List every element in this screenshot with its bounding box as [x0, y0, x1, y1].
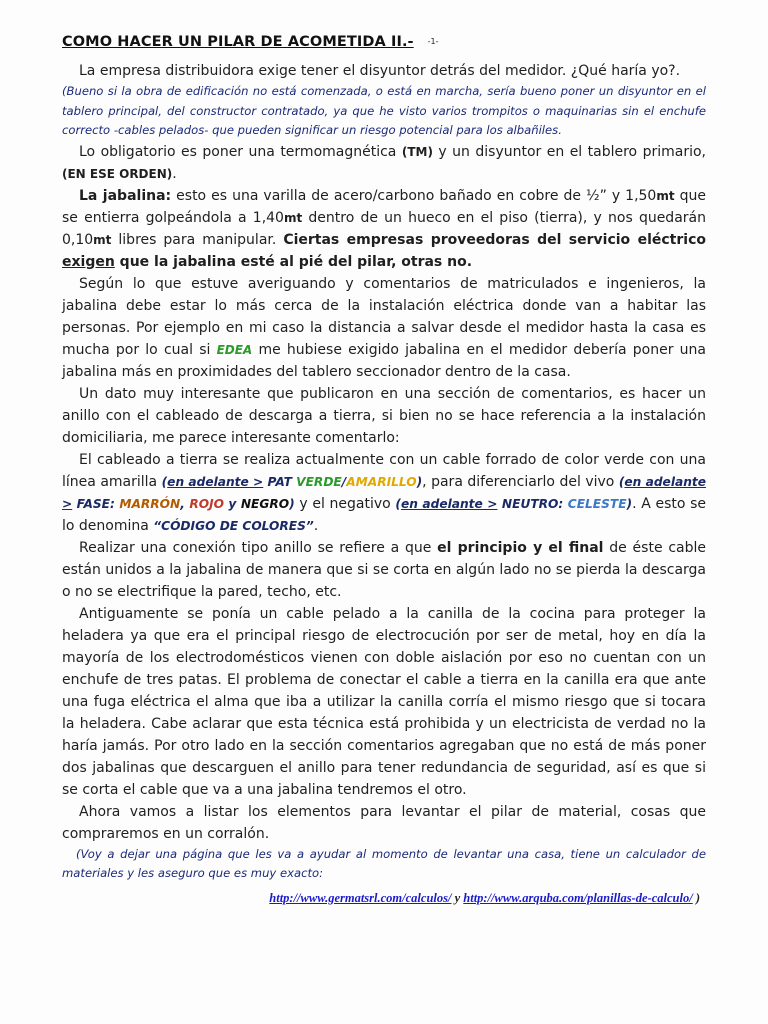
text-segment: El cableado a tierra se realiza actualmente con un cable forrado de color verde con una línea amarilla — [62, 451, 706, 490]
celeste-label: CELESTE — [567, 496, 627, 511]
paragraph-intro — [62, 60, 706, 82]
text-segment: de éste cable están unidos a la jabalina de manera que si se corta en algún lado no se pierda la descarga o no se electrifique la pared, techo, etc. — [62, 539, 706, 600]
negro-label: NEGRO — [240, 496, 290, 511]
unit-mt: mt — [656, 188, 675, 203]
order-label: (EN ESE ORDEN) — [62, 166, 173, 181]
text-segment: esto es una varilla de acero/carbono bañado en cobre de ½” y 1,50 — [171, 187, 657, 204]
paren: ( — [161, 474, 168, 489]
pat-label: PAT — [263, 474, 297, 489]
bold-statement: Ciertas empresas proveedoras del servicio eléctrico — [283, 231, 706, 248]
note-end: . — [558, 123, 562, 137]
y-connector: y — [223, 496, 241, 511]
edea-company: EDEA — [216, 342, 253, 357]
note-disyuntor — [62, 82, 706, 141]
paren: ) — [416, 474, 423, 489]
text-segment: . — [172, 165, 177, 182]
link-germatsrl[interactable]: http://www.germatsrl.com/calculos/ — [269, 890, 452, 905]
unit-mt: mt — [283, 210, 303, 225]
slash: / — [341, 474, 347, 489]
note-text: (Bueno si la obra de edificación no está comenzada, o está en marcha, sería bueno poner un disyuntor en el tablero principal, del constructor contratado, ya que he visto varios trompitos o maquinarias sin el enchufe correcto -cables pelados- que pueden significar un riesgo potencial para los albañiles — [62, 84, 706, 137]
text-segment: que se entierra golpeándola a 1,40 — [62, 187, 706, 226]
note-colon: : — [319, 866, 323, 880]
link-joiner: y — [451, 890, 464, 905]
paragraph-anillo — [62, 537, 706, 603]
paragraph-dato — [62, 383, 706, 449]
tm-label: (TM) — [401, 144, 433, 159]
header — [62, 34, 706, 50]
paragraph-cableado — [62, 449, 706, 537]
en-adelante: en adelante > — [400, 496, 498, 511]
paren: ( — [618, 474, 625, 489]
paragraph-text: Un dato muy interesante que publicaron en una sección de comentarios, es hacer un anillo con el cableado de descarga a tierra, si bien no se hace referencia a la instalación domiciliaria, me parece interesante comentarlo: — [62, 385, 706, 446]
text-segment: y un disyuntor en el tablero primario, — [432, 143, 706, 160]
text-segment: y el negativo — [294, 495, 396, 512]
paragraph-text: La empresa distribuidora exige tener el disyuntor detrás del medidor. ¿Qué haría yo?. — [79, 63, 681, 79]
paragraph-text: Ahora vamos a listar los elementos para levantar el pilar de material, cosas que compraremos en un corralón. — [62, 803, 706, 842]
neutro-color-tag — [395, 497, 632, 511]
note-text: (Voy a dejar una página que les va a ayudar al momento de levantar una casa, tiene un calculador de materiales y les aseguro que es muy exacto — [62, 846, 706, 880]
en-adelante: en adelante > — [167, 474, 264, 489]
page-number: -1- — [427, 37, 439, 46]
paragraph-obligatorio — [62, 141, 706, 185]
text-segment: Realizar una conexión tipo anillo se refiere a que — [79, 539, 438, 556]
paragraph-text: Antiguamente se ponía un cable pelado a la canilla de la cocina para proteger la heladera ya que era el principal riesgo de electrocución por ser de metal, hoy en día la mayoría de los electrodomésticos vienen con doble aislación por eso no cuentan con un enchufe de tres patas. El problema de conectar el cable a tierra en la canilla era que ante una fuga eléctrica el alma que iba a utilizar la canilla corría el mismo riesgo que si tocara la heladera. Cabe aclarar que esta técnica está prohibida y un electricista de verdad no la haría jamás. Por otro lado en la sección comentarios agregaban que no está de más poner dos jabalinas que descarguen el anillo para tener redundancia de seguridad, así es que si se corta el cable que va a una jabalina tendremos el otro. — [62, 605, 706, 798]
text-segment: , para diferenciarlo del vivo — [422, 473, 619, 490]
page-title: COMO HACER UN PILAR DE ACOMETIDA II.- — [62, 34, 414, 50]
principio-final: el principio y el final — [437, 539, 604, 556]
note-calculador — [62, 845, 706, 884]
paren: ( — [395, 496, 401, 511]
text-segment: libres para manipular. — [111, 231, 284, 248]
text-segment: Lo obligatorio es poner una termomagnética — [79, 143, 402, 160]
jabalina-label: La jabalina: — [79, 187, 172, 204]
comma: , — [180, 496, 190, 511]
verde-label: VERDE — [296, 474, 342, 489]
link-close: ) — [692, 890, 700, 905]
text-segment: dentro de un hueco en el piso (tierra), y nos quedarán 0,10 — [62, 209, 706, 248]
text-segment: Según lo que estuve averiguando y comentarios de matriculados e ingenieros, la jabalina debe estar lo más cerca de la instalación eléctrica donde van a habitar las personas. Por ejemplo en mi caso la distancia a salvar desde el medidor hasta la casa es mucha por lo cual si — [62, 275, 706, 358]
link-arquba[interactable]: http://www.arquba.com/planillas-de-calculo/ — [463, 890, 693, 905]
en-adelante: en adelante > — [62, 474, 706, 511]
fase-label: FASE: — [72, 496, 120, 511]
paren: ) — [289, 496, 295, 511]
unit-mt: mt — [93, 232, 112, 247]
text-segment: . — [313, 517, 319, 534]
paren: ) — [626, 496, 633, 511]
paragraph-listar — [62, 801, 706, 845]
exigen-emphasis: exigen — [62, 253, 115, 270]
paragraph-averiguando — [62, 273, 706, 383]
neutro-label: NEUTRO: — [497, 496, 568, 511]
codigo-colores: “CÓDIGO DE COLORES” — [153, 518, 314, 533]
text-segment: me hubiese exigido jabalina en el medidor debería poner una jabalina más en proximidades del tablero seccionador dentro de la casa. — [62, 341, 706, 380]
rojo-label: ROJO — [189, 496, 224, 511]
links-row — [62, 887, 706, 909]
paragraph-antiguamente — [62, 603, 706, 801]
text-segment: . A esto se lo denomina — [62, 495, 707, 534]
paragraph-jabalina — [62, 185, 706, 273]
marron-label: MARRÓN — [119, 496, 181, 511]
amarillo-label: AMARILLO — [346, 474, 417, 489]
pat-color-tag — [162, 475, 423, 489]
bold-statement-end: que la jabalina esté al pié del pilar, otras no. — [114, 253, 473, 270]
